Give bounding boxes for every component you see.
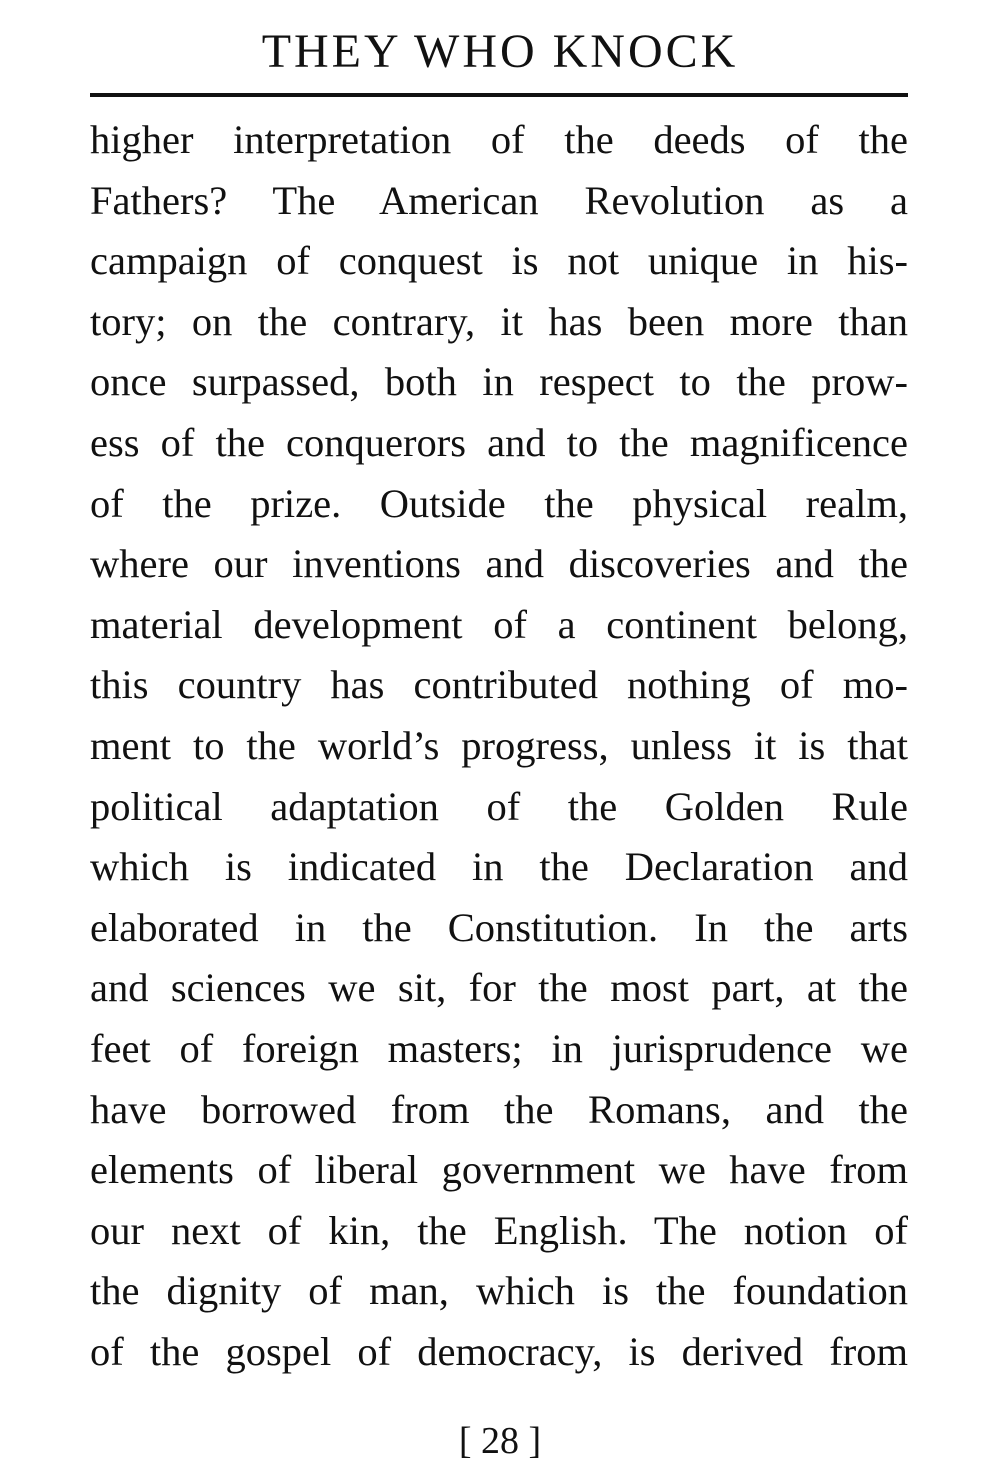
text-line: where our inventions and discoveries and the [90, 541, 908, 587]
text-line: of the prize. Outside the physical realm, [90, 480, 908, 526]
running-head: THEY WHO KNOCK [261, 25, 739, 78]
text-line: higher interpretation of the deeds of the [90, 117, 908, 162]
header-rule [90, 93, 908, 97]
text-line: elements of liberal government we have from [90, 1147, 908, 1193]
text-line: once surpassed, both in respect to the prow- [90, 359, 908, 405]
text-line: elaborated in the Constitution. In the arts [90, 904, 908, 950]
text-line: campaign of conquest is not unique in his- [90, 238, 908, 284]
text-line: have borrowed from the Romans, and the [90, 1086, 908, 1132]
text-line: ess of the conquerors and to the magnificence [90, 419, 908, 465]
text-line: which is indicated in the Declaration and [90, 844, 908, 890]
text-line: ment to the world’s progress, unless it is that [90, 722, 908, 768]
text-line: tory; on the contrary, it has been more than [90, 298, 908, 344]
text-line: material development of a continent belong, [90, 601, 908, 647]
text-line: Fathers? The American Revolution as a [90, 177, 908, 223]
text-line: our next of kin, the English. The notion of [90, 1207, 908, 1253]
text-line: and sciences we sit, for the most part, at the [90, 965, 908, 1011]
text-line: the dignity of man, which is the foundation [90, 1268, 908, 1314]
text-line: feet of foreign masters; in jurisprudence we [90, 1025, 908, 1071]
text-line: of the gospel of democracy, is derived from [90, 1328, 908, 1374]
page-number: [ 28 ] [458, 1420, 542, 1462]
body-text [90, 110, 908, 1382]
text-line: political adaptation of the Golden Rule [90, 783, 908, 829]
text-line: this country has contributed nothing of mo- [90, 662, 908, 708]
